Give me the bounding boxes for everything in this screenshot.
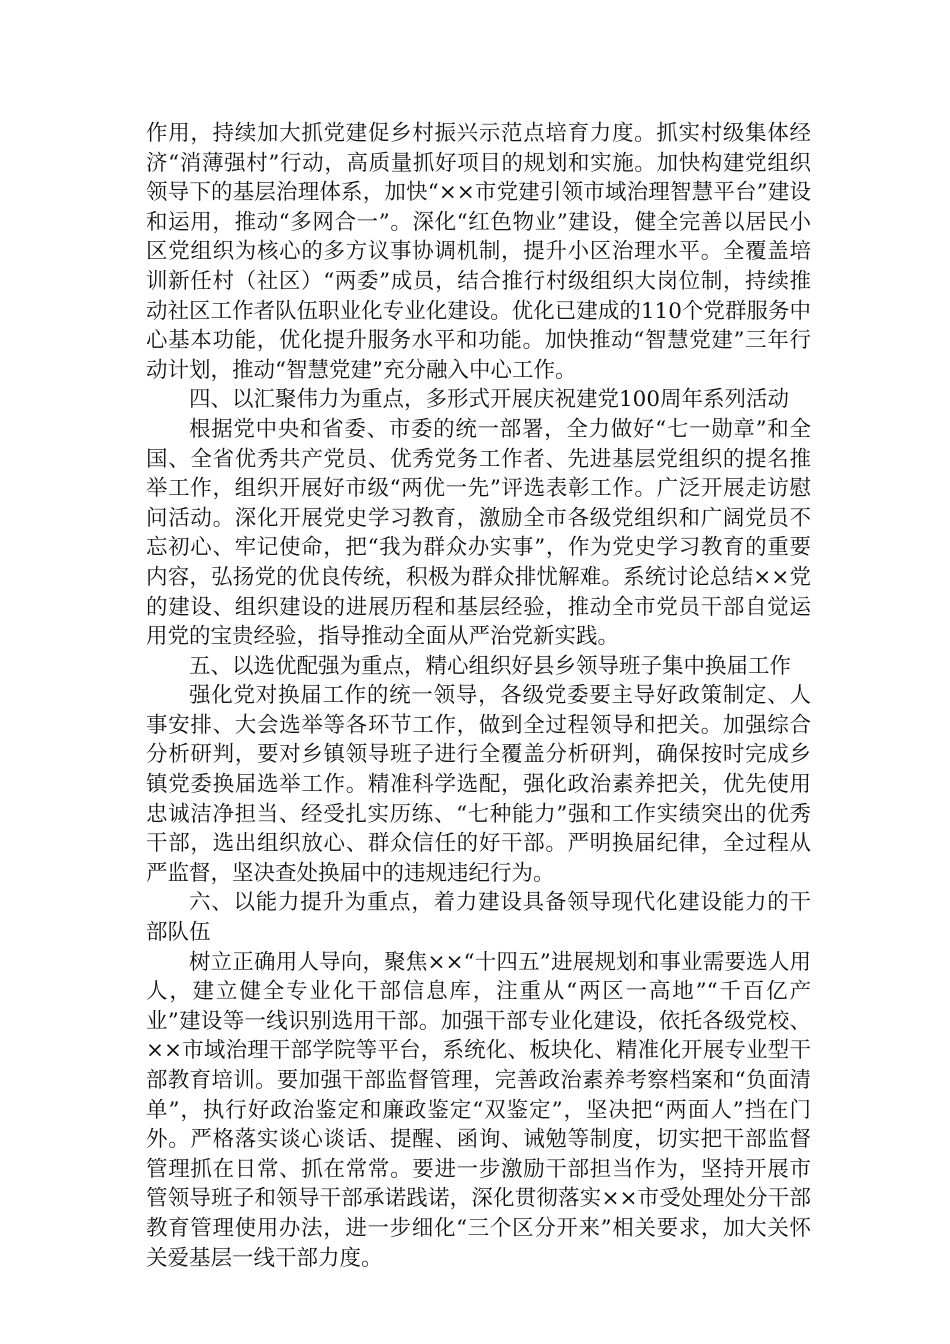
section-heading: 六、以能力提升为重点，着力建设具备领导现代化建设能力的干部队伍 — [146, 890, 811, 946]
document-page — [146, 119, 811, 1273]
body-paragraph: 树立正确用人导向，聚焦××“十四五”进展规划和事业需要选人用人，建立健全专业化干部信息库，注重从“两区一高地”“千百亿产业”建设等一线识别选用干部。加强干部专业化建设，依托各级党校、××市域治理干部学院等平台，系统化、板块化、精准化开展专业型干部教育培训。要加强干部监督管理，完善政治素养考察档案和“负面清单”，执行好政治鉴定和廉政鉴定“双鉴定”，坚决把“两面人”挡在门外。严格落实谈心谈话、提醒、函询、诫勉等制度，切实把干部监督管理抓在日常、抓在常常。要进一步激励干部担当作为，坚持开展市管领导班子和领导干部承诺践诺，深化贯彻落实××市受处理处分干部教育管理使用办法，进一步细化“三个区分开来”相关要求，加大关怀关爱基层一线干部力度。 — [146, 949, 811, 1271]
section-heading: 四、以汇聚伟力为重点，多形式开展庆祝建党100周年系列活动 — [189, 387, 790, 413]
body-paragraph: 作用，持续加大抓党建促乡村振兴示范点培育力度。抓实村级集体经济“消薄强村”行动，高质量抓好项目的规划和实施。加快构建党组织领导下的基层治理体系，加快“××市党建引领市域治理智慧平台”建设和运用，推动“多网合一”。深化“红色物业”建设，健全完善以居民小区党组织为核心的多方议事协调机制，提升小区治理水平。全覆盖培训新任村（社区）“两委”成员，结合推行村级组织大岗位制，持续推动社区工作者队伍职业化专业化建设。优化已建成的110个党群服务中心基本功能，优化提升服务水平和功能。加快推动“智慧党建”三年行动计划，推动“智慧党建”充分融入中心工作。 — [146, 121, 811, 383]
body-paragraph: 根据党中央和省委、市委的统一部署，全力做好“七一勋章”和全国、全省优秀共产党员、优秀党务工作者、先进基层党组织的提名推举工作，组织开展好市级“两优一先”评选表彰工作。广泛开展走访慰问活动。深化开展党史学习教育，激励全市各级党组织和广阔党员不忘初心、牢记使命，把“我为群众办实事”，作为党史学习教育的重要内容，弘扬党的优良传统，积极为群众排忧解难。系统讨论总结××党的建设、组织建设的进展历程和基层经验，推动全市党员干部自觉运用党的宝贵经验，指导推动全面从严治党新实践。 — [146, 416, 811, 650]
body-paragraph: 强化党对换届工作的统一领导，各级党委要主导好政策制定、人事安排、大会选举等各环节工作，做到全过程领导和把关。加强综合分析研判，要对乡镇领导班子进行全覆盖分析研判，确保按时完成乡镇党委换届选举工作。精准科学选配，强化政治素养把关，优先使用忠诚洁净担当、经受扎实历练、“七种能力”强和工作实绩突出的优秀干部，选出组织放心、群众信任的好干部。严明换届纪律，全过程从严监督，坚决查处换届中的违规违纪行为。 — [146, 683, 811, 886]
section-heading: 五、以选优配强为重点，精心组织好县乡领导班子集中换届工作 — [189, 653, 792, 679]
